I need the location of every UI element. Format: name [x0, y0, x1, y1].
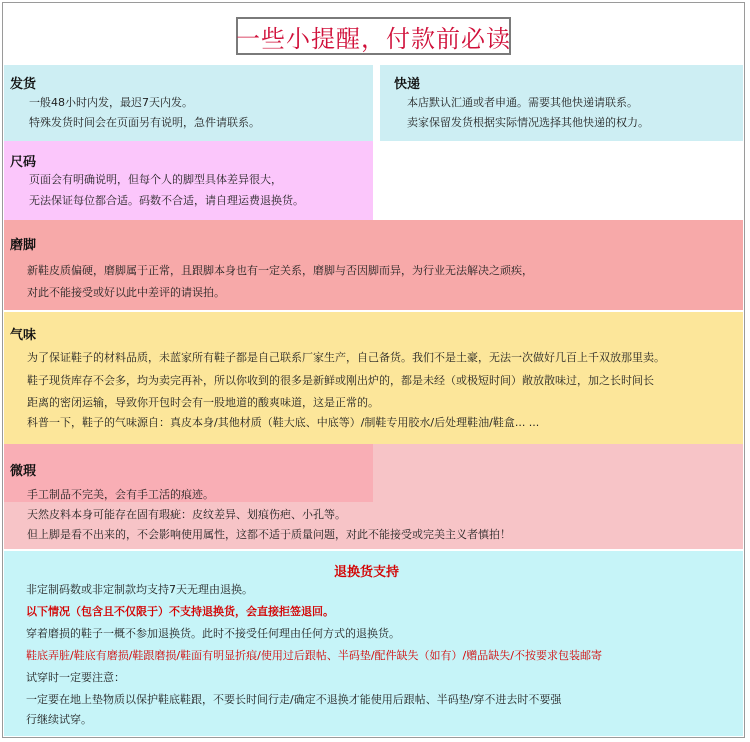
returns-line: 试穿时一定要注意：	[26, 671, 125, 684]
returns-heading: 退换货支持	[334, 565, 400, 580]
returns-line: 行继续试穿。	[26, 713, 92, 726]
shipping-line: 一般48小时内发，最迟7天内发。	[29, 96, 193, 109]
flaw-section	[4, 444, 743, 549]
blister-line: 对此不能接受或好以此中差评的请误拍。	[27, 286, 225, 299]
odor-heading: 气味	[10, 328, 37, 343]
title-box	[236, 17, 511, 55]
returns-warning: 以下情况（包含且不仅限于）不支持退换货，会直接拒签退回。	[26, 605, 334, 618]
express-line: 卖家保留发货根据实际情况选择其他快递的权力。	[407, 116, 649, 129]
express-section	[380, 65, 743, 141]
odor-line: 鞋子现货库存不会多，均为卖完再补，所以你收到的很多是新鲜或刚出炉的，都是未经（或极短时间）敞放散味过，加之长时间长	[27, 374, 654, 387]
size-line: 页面会有明确说明，但每个人的脚型具体差异很大，	[29, 173, 282, 186]
flaw-line: 手工制品不完美，会有手工活的痕迹。	[27, 488, 214, 501]
blister-heading: 磨脚	[10, 238, 37, 253]
shipping-section	[4, 65, 373, 141]
flaw-heading: 微瑕	[10, 464, 37, 479]
returns-line: 一定要在地上垫物质以保护鞋底鞋跟，不要长时间行走/确定不退换才能使用后跟帖、半码垫/穿不进去时不要强	[26, 693, 562, 706]
odor-line: 距离的密闭运输，导致你开包时会有一股地道的酸爽味道，这是正常的。	[27, 396, 379, 409]
odor-line: 为了保证鞋子的材料品质，未蓝家所有鞋子都是自己联系厂家生产，自己备货。我们不是土豪，无法一次做好几百上千双放那里卖。	[27, 351, 665, 364]
page-title: 一些小提醒，付款前必读	[236, 24, 511, 53]
express-heading: 快递	[394, 77, 421, 92]
blister-section	[4, 220, 743, 310]
odor-line: 科普一下，鞋子的气味源自：真皮本身/其他材质（鞋大底、中底等）/制鞋专用胶水/后处理鞋油/鞋盒... ...	[27, 416, 540, 429]
flaw-line: 天然皮料本身可能存在固有瑕疵：皮纹差异、划痕伤疤、小孔等。	[27, 508, 346, 521]
returns-line: 非定制码数或非定制款均支持7天无理由退换。	[26, 583, 253, 596]
size-heading: 尺码	[10, 155, 37, 170]
returns-line: 穿着磨损的鞋子一概不参加退换货。此时不接受任何理由任何方式的退换货。	[26, 627, 400, 640]
odor-section	[4, 312, 743, 444]
shipping-heading: 发货	[10, 77, 37, 92]
size-line: 无法保证每位都合适。码数不合适，请自理运费退换货。	[29, 194, 304, 207]
express-line: 本店默认汇通或者申通。需要其他快递请联系。	[407, 96, 638, 109]
returns-exclusions: 鞋底弄脏/鞋底有磨损/鞋跟磨损/鞋面有明显折痕/使用过后跟帖、半码垫/配件缺失（如有）/赠品缺失/不按要求包装邮寄	[26, 649, 602, 662]
returns-section	[4, 551, 743, 736]
size-section	[4, 141, 373, 220]
blister-line: 新鞋皮质偏硬，磨脚属于正常，且跟脚本身也有一定关系，磨脚与否因脚而异，为行业无法解决之顽疾，	[27, 264, 533, 277]
shipping-line: 特殊发货时间会在页面另有说明，急件请联系。	[29, 116, 260, 129]
flaw-line: 但上脚是看不出来的，不会影响使用属性，这都不适于质量问题，对此不能接受或完美主义者慎拍！	[27, 528, 511, 541]
